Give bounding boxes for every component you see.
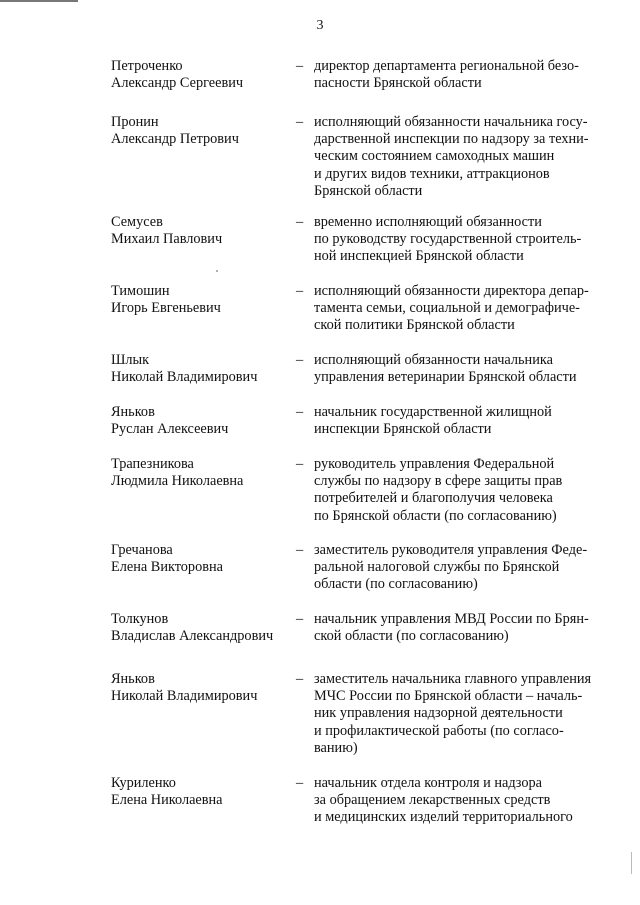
position-line: и медицинских изделий территориального (314, 809, 573, 826)
position-line: исполняющий обязанности директора депар- (314, 283, 589, 299)
person-surname: Тимошин (111, 283, 170, 299)
person-surname: Шлык (111, 352, 150, 368)
person-surname: Гречанова (111, 542, 173, 558)
position-line: управления ветеринарии Брянской области (314, 369, 577, 386)
position-line: инспекции Брянской области (314, 421, 492, 438)
person-position (314, 404, 614, 438)
position-line: заместитель руководителя управления Феде- (314, 542, 588, 558)
position-line: ральной налоговой службы по Брянской (314, 559, 560, 576)
person-surname: Яньков (111, 404, 155, 420)
person-position (314, 214, 614, 266)
person-name (111, 456, 286, 490)
person-position (314, 456, 614, 525)
person-surname: Яньков (111, 671, 155, 687)
position-line: временно исполняющий обязанности (314, 214, 542, 230)
person-surname: Куриленко (111, 775, 176, 791)
position-line: исполняющий обязанности начальника (314, 352, 553, 368)
separator-dash: – (296, 611, 304, 627)
person-given-names: Игорь Евгеньевич (111, 300, 221, 317)
person-given-names: Владислав Александрович (111, 628, 274, 645)
position-line: потребителей и благополучия человека (314, 490, 553, 507)
scan-edge-mark (631, 852, 632, 874)
person-given-names: Николай Владимирович (111, 688, 258, 705)
position-line: службы по надзору в сфере защиты прав (314, 473, 563, 490)
person-name (111, 114, 286, 148)
separator-dash: – (296, 775, 304, 791)
person-name (111, 58, 286, 92)
person-position (314, 352, 614, 386)
person-given-names: Александр Сергеевич (111, 75, 244, 92)
person-given-names: Людмила Николаевна (111, 473, 244, 490)
position-line: по Брянской области (по согласованию) (314, 507, 557, 524)
person-position (314, 671, 614, 757)
separator-dash: – (296, 58, 304, 74)
position-line: области (по согласованию) (314, 576, 478, 593)
scan-speck (216, 270, 218, 272)
top-edge-rule (0, 0, 78, 2)
position-line: по руководству государственной строитель- (314, 231, 582, 248)
person-name (111, 404, 286, 438)
position-line: руководитель управления Федеральной (314, 456, 555, 472)
separator-dash: – (296, 542, 304, 558)
person-position (314, 58, 614, 92)
separator-dash: – (296, 456, 304, 472)
separator-dash: – (296, 214, 304, 230)
separator-dash: – (296, 114, 304, 130)
person-surname: Семусев (111, 214, 163, 230)
position-line: исполняющий обязанности начальника госу- (314, 114, 588, 130)
separator-dash: – (296, 283, 304, 299)
position-line: и других видов техники, аттракционов (314, 165, 550, 182)
separator-dash: – (296, 671, 304, 687)
position-line: пасности Брянской области (314, 75, 482, 92)
person-name (111, 214, 286, 248)
person-name (111, 671, 286, 705)
position-line: ник управления надзорной деятельности (314, 705, 563, 722)
separator-dash: – (296, 404, 304, 420)
person-surname: Трапезникова (111, 456, 194, 472)
person-given-names: Руслан Алексеевич (111, 421, 229, 438)
position-line: начальник отдела контроля и надзора (314, 775, 542, 791)
person-name (111, 542, 286, 576)
person-surname: Толкунов (111, 611, 169, 627)
position-line: заместитель начальника главного управления (314, 671, 592, 687)
person-position (314, 114, 614, 200)
position-line: Брянской области (314, 182, 423, 199)
person-surname: Петроченко (111, 58, 183, 74)
position-line: ской политики Брянской области (314, 317, 515, 334)
person-name (111, 611, 286, 645)
person-position (314, 611, 614, 645)
position-line: директор департамента региональной безо- (314, 58, 579, 74)
position-line: ской области (по согласованию) (314, 628, 509, 645)
position-line: тамента семьи, социальной и демографиче- (314, 300, 580, 317)
person-position (314, 283, 614, 335)
position-line: МЧС России по Брянской области – началь- (314, 688, 583, 705)
person-given-names: Елена Викторовна (111, 559, 223, 576)
person-given-names: Александр Петрович (111, 131, 239, 148)
person-position (314, 775, 614, 827)
position-line: дарственной инспекции по надзору за техни- (314, 131, 589, 148)
position-line: начальник управления МВД России по Брян- (314, 611, 589, 627)
position-line: ной инспекцией Брянской области (314, 248, 524, 265)
separator-dash: – (296, 352, 304, 368)
person-given-names: Елена Николаевна (111, 792, 223, 809)
position-line: и профилактической работы (по согласо- (314, 722, 564, 739)
person-position (314, 542, 614, 594)
position-line: за обращением лекарственных средств (314, 792, 551, 809)
person-surname: Пронин (111, 114, 159, 130)
person-given-names: Михаил Павлович (111, 231, 223, 248)
position-line: ванию) (314, 739, 358, 756)
position-line: начальник государственной жилищной (314, 404, 552, 420)
person-given-names: Николай Владимирович (111, 369, 258, 386)
person-name (111, 775, 286, 809)
position-line: ческим состоянием самоходных машин (314, 148, 555, 165)
person-name (111, 283, 286, 317)
page-number: 3 (316, 18, 324, 33)
person-name (111, 352, 286, 386)
